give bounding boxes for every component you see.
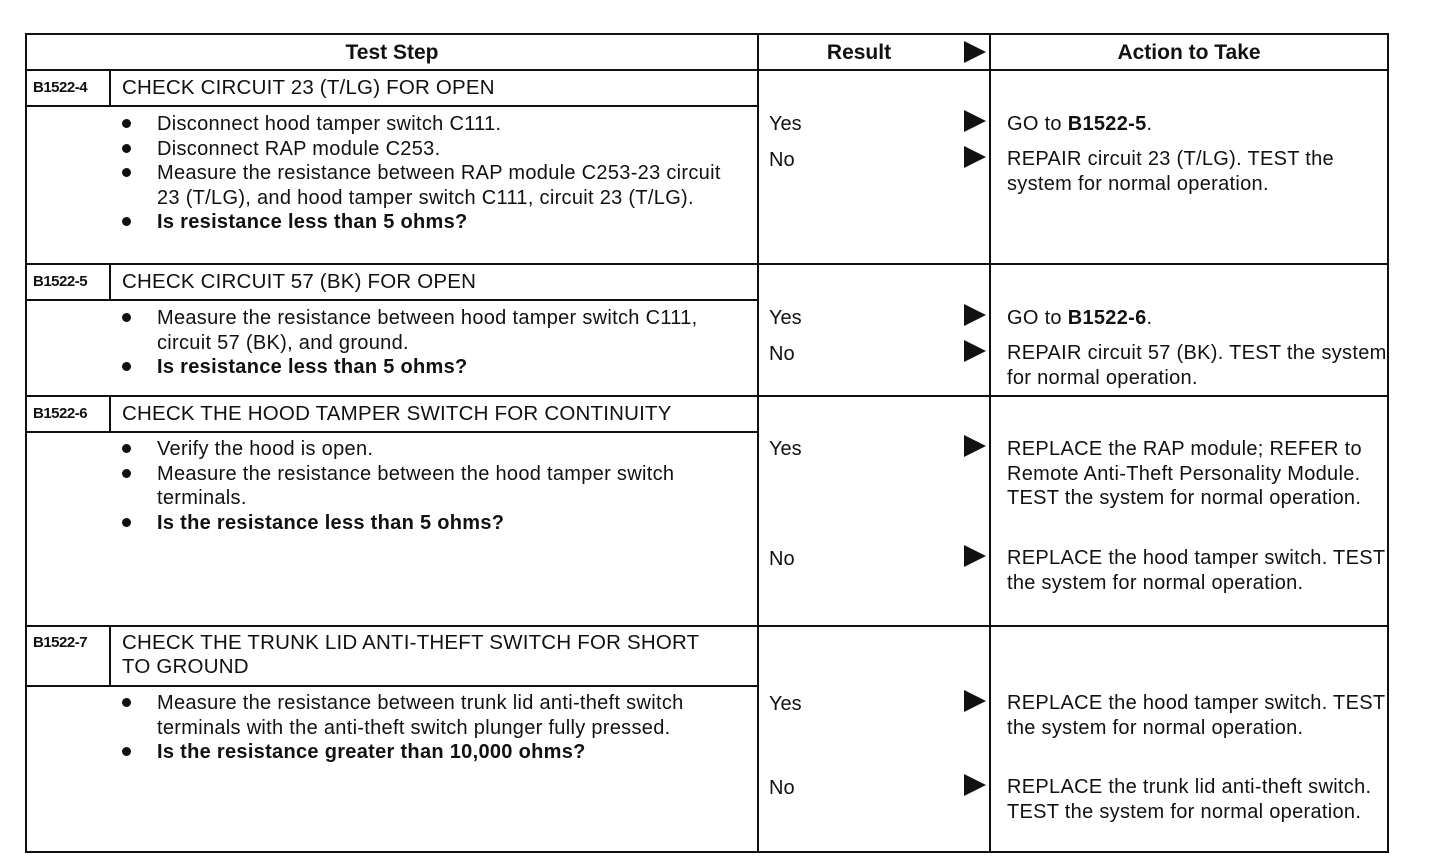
result-yes: Yes: [769, 113, 802, 135]
action-text: REPLACE the trunk lid anti-theft switch. TEST the system for normal operation.: [1007, 776, 1372, 823]
step-code: B1522-6: [33, 405, 88, 422]
result-arrow-icon: [964, 774, 986, 796]
code-divider: [109, 263, 111, 299]
column-divider-result: [757, 35, 759, 851]
header-action: Action to Take: [1117, 41, 1261, 64]
bullet-item: Measure the resistance between trunk lid anti-theft switch terminals with the anti-theft switch plunger fully pressed.: [120, 691, 740, 740]
header-test-step: Test Step: [345, 41, 439, 64]
bullet-item: Measure the resistance between hood tamper switch C111, circuit 57 (BK), and ground.: [120, 306, 740, 355]
step-title: CHECK CIRCUIT 57 (BK) FOR OPEN: [122, 270, 477, 293]
result-arrow-icon: [964, 110, 986, 132]
result-no: No: [769, 343, 795, 365]
action-text: REPAIR circuit 57 (BK). TEST the system for normal operation.: [1007, 342, 1387, 389]
title-divider: [27, 431, 757, 433]
bullet-item: Verify the hood is open.: [120, 437, 740, 462]
result-arrow-icon: [964, 545, 986, 567]
step-title: CHECK THE TRUNK LID ANTI-THEFT SWITCH FOR SHORT TO GROUND: [122, 631, 699, 678]
bullet-question: Is resistance less than 5 ohms?: [120, 355, 740, 380]
result-arrow-icon: [964, 146, 986, 168]
header-result: Result: [826, 41, 892, 64]
title-divider: [27, 685, 757, 687]
result-no: No: [769, 548, 795, 570]
code-divider: [109, 625, 111, 685]
action-text: GO to B1522-5.: [1007, 113, 1153, 135]
step-bullets: [120, 112, 740, 235]
diagnostic-table: [25, 33, 1389, 853]
result-no: No: [769, 777, 795, 799]
result-arrow-icon: [964, 690, 986, 712]
bullet-item: Measure the resistance between the hood tamper switch terminals.: [120, 462, 740, 511]
action-text: GO to B1522-6.: [1007, 307, 1153, 329]
result-yes: Yes: [769, 307, 802, 329]
code-divider: [109, 395, 111, 431]
bullet-item: Measure the resistance between RAP module C253-23 circuit 23 (T/LG), and hood tamper switch C111, circuit 23 (T/LG).: [120, 161, 740, 210]
step-divider: [27, 263, 1387, 265]
header-arrow-icon: [964, 41, 986, 63]
result-yes: Yes: [769, 438, 802, 460]
column-divider-action: [989, 35, 991, 851]
code-divider: [109, 69, 111, 105]
bullet-question: Is resistance less than 5 ohms?: [120, 210, 740, 235]
title-divider: [27, 299, 757, 301]
action-text: REPLACE the hood tamper switch. TEST the system for normal operation.: [1007, 692, 1386, 739]
header-divider: [27, 69, 1387, 71]
step-title: CHECK CIRCUIT 23 (T/LG) FOR OPEN: [122, 76, 495, 99]
action-text: REPLACE the hood tamper switch. TEST the system for normal operation.: [1007, 547, 1386, 594]
result-arrow-icon: [964, 340, 986, 362]
bullet-question: Is the resistance greater than 10,000 ohms?: [120, 740, 740, 765]
step-code: B1522-4: [33, 79, 88, 96]
bullet-question: Is the resistance less than 5 ohms?: [120, 511, 740, 536]
step-bullets: [120, 437, 740, 535]
step-code: B1522-7: [33, 634, 88, 651]
action-text: REPAIR circuit 23 (T/LG). TEST the system for normal operation.: [1007, 148, 1334, 195]
step-bullets: [120, 691, 740, 765]
result-yes: Yes: [769, 693, 802, 715]
step-code: B1522-5: [33, 273, 88, 290]
result-arrow-icon: [964, 435, 986, 457]
result-no: No: [769, 149, 795, 171]
step-title: CHECK THE HOOD TAMPER SWITCH FOR CONTINUITY: [122, 402, 672, 425]
bullet-item: Disconnect hood tamper switch C111.: [120, 112, 740, 137]
step-divider: [27, 625, 1387, 627]
bullet-item: Disconnect RAP module C253.: [120, 137, 740, 162]
action-text: REPLACE the RAP module; REFER to Remote Anti-Theft Personality Module. TEST the system for normal operation.: [1007, 438, 1362, 509]
step-divider: [27, 395, 1387, 397]
result-arrow-icon: [964, 304, 986, 326]
step-bullets: [120, 306, 740, 380]
title-divider: [27, 105, 757, 107]
